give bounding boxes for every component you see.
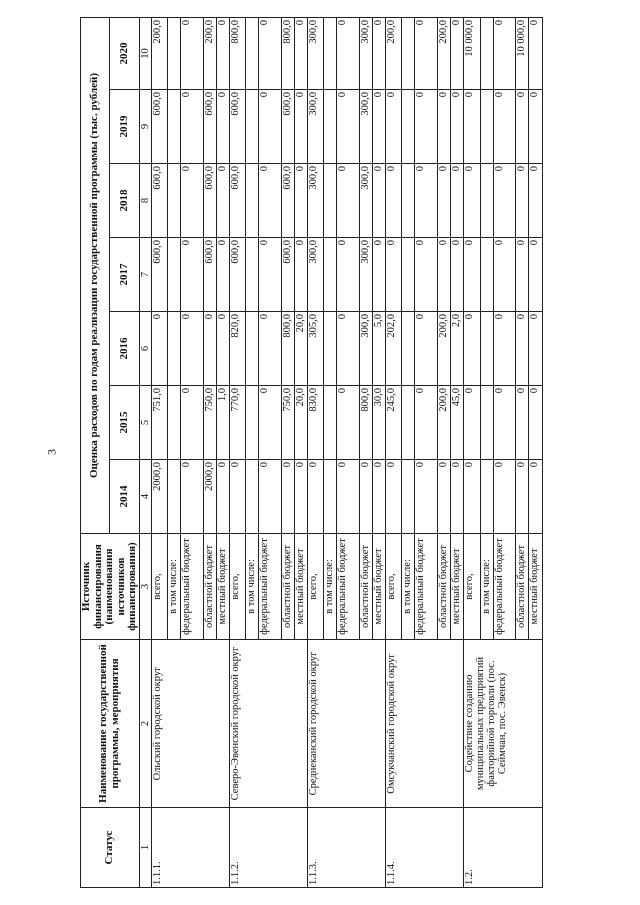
- amount-cell: [402, 17, 415, 89]
- page-number: 3: [44, 449, 59, 455]
- amount-cell: 0: [493, 460, 516, 534]
- amount-cell: 0: [451, 164, 464, 238]
- amount-cell: 0: [464, 460, 480, 534]
- amount-cell: 0: [529, 90, 542, 164]
- amount-cell: 0: [451, 17, 464, 89]
- measure-name-cell: Ольский городской округ: [151, 640, 229, 808]
- amount-cell: 0: [216, 460, 229, 534]
- funding-source-cell: местный бюджет: [373, 534, 386, 640]
- amount-cell: 0: [464, 164, 480, 238]
- amount-cell: 0: [373, 17, 386, 89]
- amount-cell: 30,0: [373, 386, 386, 460]
- amount-cell: [480, 17, 493, 89]
- status-cell: 1.1.3.: [308, 808, 386, 888]
- amount-cell: [402, 386, 415, 460]
- amount-cell: 750,0: [281, 386, 294, 460]
- amount-cell: 300,0: [360, 164, 373, 238]
- funding-source-cell: в том числе:: [246, 534, 259, 640]
- amount-cell: 0: [438, 460, 451, 534]
- column-number: 4: [139, 460, 151, 534]
- amount-cell: 0: [259, 90, 282, 164]
- amount-cell: [480, 164, 493, 238]
- amount-cell: [402, 238, 415, 312]
- column-number: 8: [139, 164, 151, 238]
- amount-cell: 300,0: [308, 164, 324, 238]
- funding-source-cell: федеральный бюджет: [415, 534, 438, 640]
- column-number: 2: [139, 640, 151, 808]
- amount-cell: 200,0: [151, 17, 167, 89]
- amount-cell: 0: [181, 90, 204, 164]
- amount-cell: 800,0: [281, 17, 294, 89]
- year-header: 2020: [110, 17, 139, 89]
- amount-cell: 0: [386, 164, 402, 238]
- amount-cell: 600,0: [281, 238, 294, 312]
- amount-cell: [246, 17, 259, 89]
- amount-cell: [246, 90, 259, 164]
- table-row: [464, 17, 480, 887]
- status-cell: 1.2.: [464, 808, 542, 888]
- amount-cell: 0: [295, 238, 308, 312]
- year-header: 2014: [110, 460, 139, 534]
- funding-source-cell: в том числе:: [324, 534, 337, 640]
- header-name: Наименование государственной программы, мероприятия: [81, 640, 140, 808]
- amount-cell: [324, 164, 337, 238]
- amount-cell: 0: [529, 312, 542, 386]
- amount-cell: [168, 460, 181, 534]
- amount-cell: 300,0: [360, 17, 373, 89]
- amount-cell: [246, 312, 259, 386]
- amount-cell: [168, 312, 181, 386]
- amount-cell: [480, 312, 493, 386]
- year-header: 2019: [110, 90, 139, 164]
- amount-cell: [168, 164, 181, 238]
- amount-cell: 300,0: [308, 17, 324, 89]
- amount-cell: [480, 386, 493, 460]
- column-number: 7: [139, 238, 151, 312]
- amount-cell: 0: [415, 90, 438, 164]
- amount-cell: 20,0: [295, 312, 308, 386]
- amount-cell: 2000,0: [151, 460, 167, 534]
- funding-source-cell: областной бюджет: [516, 534, 529, 640]
- funding-source-cell: федеральный бюджет: [259, 534, 282, 640]
- measure-name-cell: Среднеканский городской округ: [308, 640, 386, 808]
- funding-source-cell: областной бюджет: [281, 534, 294, 640]
- amount-cell: 0: [373, 460, 386, 534]
- amount-cell: 0: [360, 460, 373, 534]
- amount-cell: 300,0: [360, 312, 373, 386]
- amount-cell: 751,0: [151, 386, 167, 460]
- amount-cell: [246, 164, 259, 238]
- amount-cell: [402, 90, 415, 164]
- amount-cell: [480, 238, 493, 312]
- amount-cell: [480, 90, 493, 164]
- amount-cell: 200,0: [438, 386, 451, 460]
- amount-cell: 20,0: [295, 386, 308, 460]
- amount-cell: 0: [415, 312, 438, 386]
- amount-cell: 0: [373, 164, 386, 238]
- amount-cell: [324, 238, 337, 312]
- funding-source-cell: местный бюджет: [295, 534, 308, 640]
- amount-cell: 600,0: [203, 238, 216, 312]
- funding-source-cell: областной бюджет: [360, 534, 373, 640]
- amount-cell: 0: [373, 238, 386, 312]
- amount-cell: [246, 238, 259, 312]
- funding-source-cell: всего,: [386, 534, 402, 640]
- amount-cell: [168, 90, 181, 164]
- amount-cell: 0: [516, 238, 529, 312]
- amount-cell: [324, 312, 337, 386]
- amount-cell: 0: [493, 17, 516, 89]
- column-number: 9: [139, 90, 151, 164]
- amount-cell: 0: [181, 312, 204, 386]
- amount-cell: 0: [529, 386, 542, 460]
- amount-cell: 0: [493, 164, 516, 238]
- amount-cell: 0: [438, 164, 451, 238]
- amount-cell: 0: [464, 238, 480, 312]
- amount-cell: 0: [415, 460, 438, 534]
- amount-cell: 800,0: [229, 17, 245, 89]
- column-number-row: [139, 17, 151, 887]
- amount-cell: 800,0: [281, 312, 294, 386]
- amount-cell: [246, 460, 259, 534]
- amount-cell: 600,0: [203, 90, 216, 164]
- amount-cell: 0: [259, 460, 282, 534]
- amount-cell: 600,0: [229, 90, 245, 164]
- table-row: [151, 17, 167, 887]
- amount-cell: 0: [464, 90, 480, 164]
- amount-cell: 0: [295, 460, 308, 534]
- amount-cell: 0: [337, 17, 360, 89]
- column-number: 1: [139, 808, 151, 888]
- amount-cell: 0: [259, 164, 282, 238]
- measure-name-cell: Содействие созданию муниципальных предприятий факторийной торговли (пос. Сеймчан, пос. Эвенск): [464, 640, 542, 808]
- column-number: 5: [139, 386, 151, 460]
- amount-cell: 600,0: [151, 90, 167, 164]
- amount-cell: 0: [438, 90, 451, 164]
- amount-cell: 0: [337, 90, 360, 164]
- funding-source-cell: местный бюджет: [216, 534, 229, 640]
- funding-source-cell: федеральный бюджет: [337, 534, 360, 640]
- funding-source-cell: местный бюджет: [451, 534, 464, 640]
- funding-source-cell: в том числе:: [168, 534, 181, 640]
- amount-cell: 0: [516, 460, 529, 534]
- amount-cell: 600,0: [203, 164, 216, 238]
- amount-cell: 0: [229, 460, 245, 534]
- measure-name-cell: Северо-Эвенский городской округ: [229, 640, 307, 808]
- amount-cell: 10 000,0: [516, 17, 529, 89]
- amount-cell: 0: [216, 164, 229, 238]
- header-status: Статус: [81, 808, 140, 888]
- amount-cell: 0: [259, 17, 282, 89]
- column-number: 10: [139, 17, 151, 89]
- amount-cell: [168, 17, 181, 89]
- amount-cell: 202,0: [386, 312, 402, 386]
- rotated-page: [80, 18, 540, 888]
- amount-cell: 0: [529, 17, 542, 89]
- amount-cell: 2000,0: [203, 460, 216, 534]
- amount-cell: 0: [216, 312, 229, 386]
- amount-cell: 0: [493, 386, 516, 460]
- amount-cell: 600,0: [151, 164, 167, 238]
- amount-cell: 0: [464, 386, 480, 460]
- amount-cell: 820,0: [229, 312, 245, 386]
- amount-cell: 830,0: [308, 386, 324, 460]
- amount-cell: 0: [181, 238, 204, 312]
- amount-cell: 200,0: [438, 312, 451, 386]
- funding-source-cell: всего,: [464, 534, 480, 640]
- funding-source-cell: всего,: [229, 534, 245, 640]
- amount-cell: 300,0: [308, 238, 324, 312]
- amount-cell: [480, 460, 493, 534]
- amount-cell: 245,0: [386, 386, 402, 460]
- measure-name-cell: Омсукчанский городской округ: [386, 640, 464, 808]
- amount-cell: 0: [181, 164, 204, 238]
- amount-cell: 0: [415, 17, 438, 89]
- amount-cell: 0: [337, 460, 360, 534]
- amount-cell: 600,0: [281, 164, 294, 238]
- amount-cell: 2,0: [451, 312, 464, 386]
- funding-source-cell: местный бюджет: [529, 534, 542, 640]
- amount-cell: 0: [415, 238, 438, 312]
- year-header: 2015: [110, 386, 139, 460]
- amount-cell: 600,0: [151, 238, 167, 312]
- year-header: 2018: [110, 164, 139, 238]
- funding-source-cell: областной бюджет: [203, 534, 216, 640]
- amount-cell: [168, 386, 181, 460]
- status-cell: 1.1.1.: [151, 808, 229, 888]
- amount-cell: 200,0: [438, 17, 451, 89]
- amount-cell: 300,0: [360, 238, 373, 312]
- amount-cell: 0: [529, 460, 542, 534]
- amount-cell: 0: [516, 312, 529, 386]
- amount-cell: 0: [216, 238, 229, 312]
- amount-cell: 0: [516, 90, 529, 164]
- amount-cell: 750,0: [203, 386, 216, 460]
- amount-cell: 0: [415, 164, 438, 238]
- amount-cell: 305,0: [308, 312, 324, 386]
- amount-cell: 0: [337, 312, 360, 386]
- amount-cell: 0: [451, 460, 464, 534]
- amount-cell: 600,0: [229, 238, 245, 312]
- funding-source-cell: областной бюджет: [438, 534, 451, 640]
- amount-cell: [324, 90, 337, 164]
- table-row: [229, 17, 245, 887]
- amount-cell: 0: [259, 238, 282, 312]
- header-source: Источник финансирования (наименования источников финансирования): [81, 534, 140, 640]
- amount-cell: 0: [373, 90, 386, 164]
- amount-cell: 0: [415, 386, 438, 460]
- header-expenses: Оценка расходов по годам реализации государственной программы (тыс. рублей): [81, 17, 110, 533]
- amount-cell: [168, 238, 181, 312]
- table-body: [151, 17, 542, 887]
- amount-cell: 0: [516, 164, 529, 238]
- amount-cell: 0: [337, 386, 360, 460]
- column-number: 3: [139, 534, 151, 640]
- amount-cell: 770,0: [229, 386, 245, 460]
- budget-table: [80, 17, 543, 888]
- funding-source-cell: федеральный бюджет: [181, 534, 204, 640]
- amount-cell: 0: [529, 238, 542, 312]
- amount-cell: 0: [464, 312, 480, 386]
- status-cell: 1.1.2.: [229, 808, 307, 888]
- year-header: 2017: [110, 238, 139, 312]
- amount-cell: 0: [259, 386, 282, 460]
- funding-source-cell: всего,: [308, 534, 324, 640]
- amount-cell: 0: [295, 17, 308, 89]
- amount-cell: 300,0: [360, 90, 373, 164]
- amount-cell: 0: [493, 312, 516, 386]
- amount-cell: 0: [337, 164, 360, 238]
- amount-cell: 0: [203, 312, 216, 386]
- table-row: [308, 17, 324, 887]
- amount-cell: [246, 386, 259, 460]
- amount-cell: 0: [438, 238, 451, 312]
- amount-cell: 1,0: [216, 386, 229, 460]
- amount-cell: 0: [493, 238, 516, 312]
- funding-source-cell: в том числе:: [402, 534, 415, 640]
- amount-cell: 0: [181, 386, 204, 460]
- amount-cell: 0: [386, 238, 402, 312]
- amount-cell: [324, 17, 337, 89]
- funding-source-cell: федеральный бюджет: [493, 534, 516, 640]
- amount-cell: [324, 386, 337, 460]
- amount-cell: 600,0: [281, 90, 294, 164]
- status-cell: 1.1.4.: [386, 808, 464, 888]
- amount-cell: 0: [386, 90, 402, 164]
- amount-cell: 0: [493, 90, 516, 164]
- amount-cell: 0: [386, 460, 402, 534]
- year-header: 2016: [110, 312, 139, 386]
- amount-cell: 0: [451, 238, 464, 312]
- amount-cell: 0: [516, 386, 529, 460]
- amount-cell: 200,0: [203, 17, 216, 89]
- amount-cell: [402, 312, 415, 386]
- funding-source-cell: всего,: [151, 534, 167, 640]
- amount-cell: 200,0: [386, 17, 402, 89]
- amount-cell: 0: [151, 312, 167, 386]
- amount-cell: 300,0: [308, 90, 324, 164]
- amount-cell: 0: [451, 90, 464, 164]
- amount-cell: 0: [181, 17, 204, 89]
- amount-cell: 0: [295, 164, 308, 238]
- amount-cell: 0: [529, 164, 542, 238]
- amount-cell: 0: [216, 17, 229, 89]
- amount-cell: 5,0: [373, 312, 386, 386]
- amount-cell: 10 000,0: [464, 17, 480, 89]
- amount-cell: 0: [281, 460, 294, 534]
- amount-cell: 0: [259, 312, 282, 386]
- amount-cell: 600,0: [229, 164, 245, 238]
- amount-cell: 800,0: [360, 386, 373, 460]
- amount-cell: 0: [181, 460, 204, 534]
- amount-cell: 0: [337, 238, 360, 312]
- amount-cell: 0: [216, 90, 229, 164]
- funding-source-cell: в том числе:: [480, 534, 493, 640]
- column-number: 6: [139, 312, 151, 386]
- amount-cell: [324, 460, 337, 534]
- table-row: [386, 17, 402, 887]
- amount-cell: 0: [308, 460, 324, 534]
- amount-cell: 45,0: [451, 386, 464, 460]
- amount-cell: [402, 164, 415, 238]
- amount-cell: 0: [295, 90, 308, 164]
- amount-cell: [402, 460, 415, 534]
